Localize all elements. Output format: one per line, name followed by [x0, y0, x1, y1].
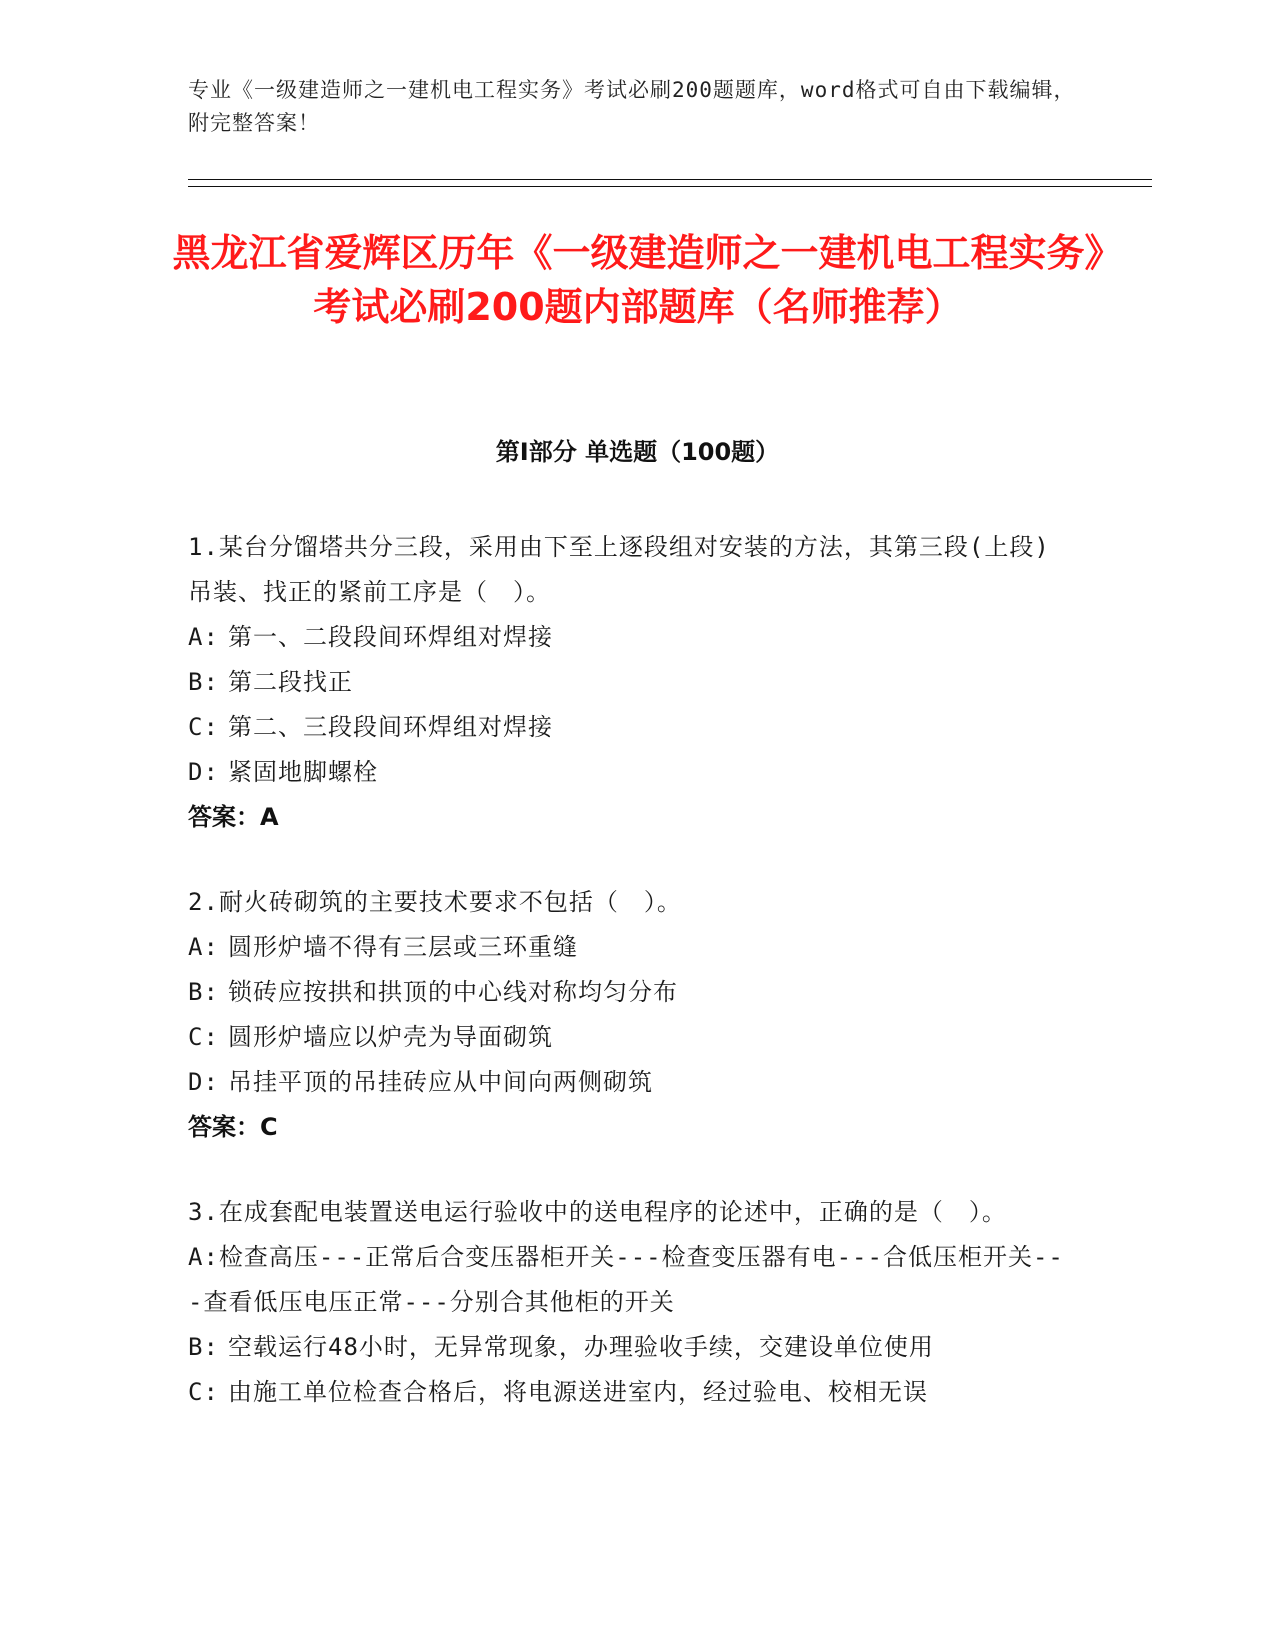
- option-d: [188, 1060, 1068, 1105]
- option-a: [188, 615, 1068, 660]
- question-2: [188, 880, 1068, 1150]
- option-text: 紧固地脚螺栓: [228, 758, 378, 786]
- option-text: 第二段找正: [228, 668, 353, 696]
- option-key: B:: [188, 668, 219, 696]
- document-title: 黑龙江省爱辉区历年《一级建造师之一建机电工程实务》考试必刷200题内部题库（名师推荐）: [172, 231, 1104, 329]
- option-text: 检查高压---正常后合变压器柜开关---检查变压器有电---合低压柜开关---查看低压电压正常---分别合其他柜的开关: [188, 1243, 1064, 1316]
- question-stem: 3.在成套配电装置送电运行验收中的送电程序的论述中，正确的是（ ）。: [188, 1198, 1007, 1226]
- answer-label: 答案：: [188, 803, 260, 831]
- answer: [188, 795, 1068, 840]
- option-d: [188, 750, 1068, 795]
- option-key: C:: [188, 713, 219, 741]
- option-c: [188, 705, 1068, 750]
- header-divider-top: [188, 179, 1152, 180]
- option-b: [188, 970, 1068, 1015]
- option-text: 锁砖应按拱和拱顶的中心线对称均匀分布: [228, 978, 678, 1006]
- question-stem: 2.耐火砖砌筑的主要技术要求不包括（ ）。: [188, 888, 682, 916]
- option-text: 由施工单位检查合格后，将电源送进室内，经过验电、校相无误: [228, 1378, 928, 1406]
- answer-label: 答案：: [188, 1113, 260, 1141]
- option-c: [188, 1015, 1068, 1060]
- option-key: A:: [188, 1243, 219, 1271]
- question-3: [188, 1190, 1068, 1415]
- option-text: 圆形炉墙不得有三层或三环重缝: [228, 933, 578, 961]
- option-c: [188, 1370, 1068, 1415]
- option-key: D:: [188, 1068, 219, 1096]
- option-a: [188, 925, 1068, 970]
- option-b: [188, 1325, 1068, 1370]
- option-text: 空载运行48小时，无异常现象，办理验收手续，交建设单位使用: [228, 1333, 934, 1361]
- header-divider-bottom: [188, 186, 1152, 187]
- option-key: A:: [188, 623, 219, 651]
- option-key: B:: [188, 1333, 219, 1361]
- question-list: [188, 525, 1068, 1455]
- option-a: [188, 1235, 1068, 1325]
- option-text: 圆形炉墙应以炉壳为导面砌筑: [228, 1023, 553, 1051]
- header-note: 专业《一级建造师之一建机电工程实务》考试必刷200题题库，word格式可自由下载编辑，附完整答案！: [188, 78, 1076, 135]
- option-key: A:: [188, 933, 219, 961]
- question-stem: 1.某台分馏塔共分三段，采用由下至上逐段组对安装的方法，其第三段(上段)吊装、找正的紧前工序是（ ）。: [188, 533, 1050, 606]
- option-key: D:: [188, 758, 219, 786]
- section-title: 第I部分 单选题（100题）: [495, 438, 780, 466]
- option-key: C:: [188, 1378, 219, 1406]
- option-b: [188, 660, 1068, 705]
- option-text: 第二、三段段间环焊组对焊接: [228, 713, 553, 741]
- option-text: 吊挂平顶的吊挂砖应从中间向两侧砌筑: [228, 1068, 653, 1096]
- option-key: C:: [188, 1023, 219, 1051]
- answer: [188, 1105, 1068, 1150]
- question-1: [188, 525, 1068, 840]
- option-key: B:: [188, 978, 219, 1006]
- answer-value: A: [260, 803, 279, 831]
- option-text: 第一、二段段间环焊组对焊接: [228, 623, 553, 651]
- answer-value: C: [260, 1113, 278, 1141]
